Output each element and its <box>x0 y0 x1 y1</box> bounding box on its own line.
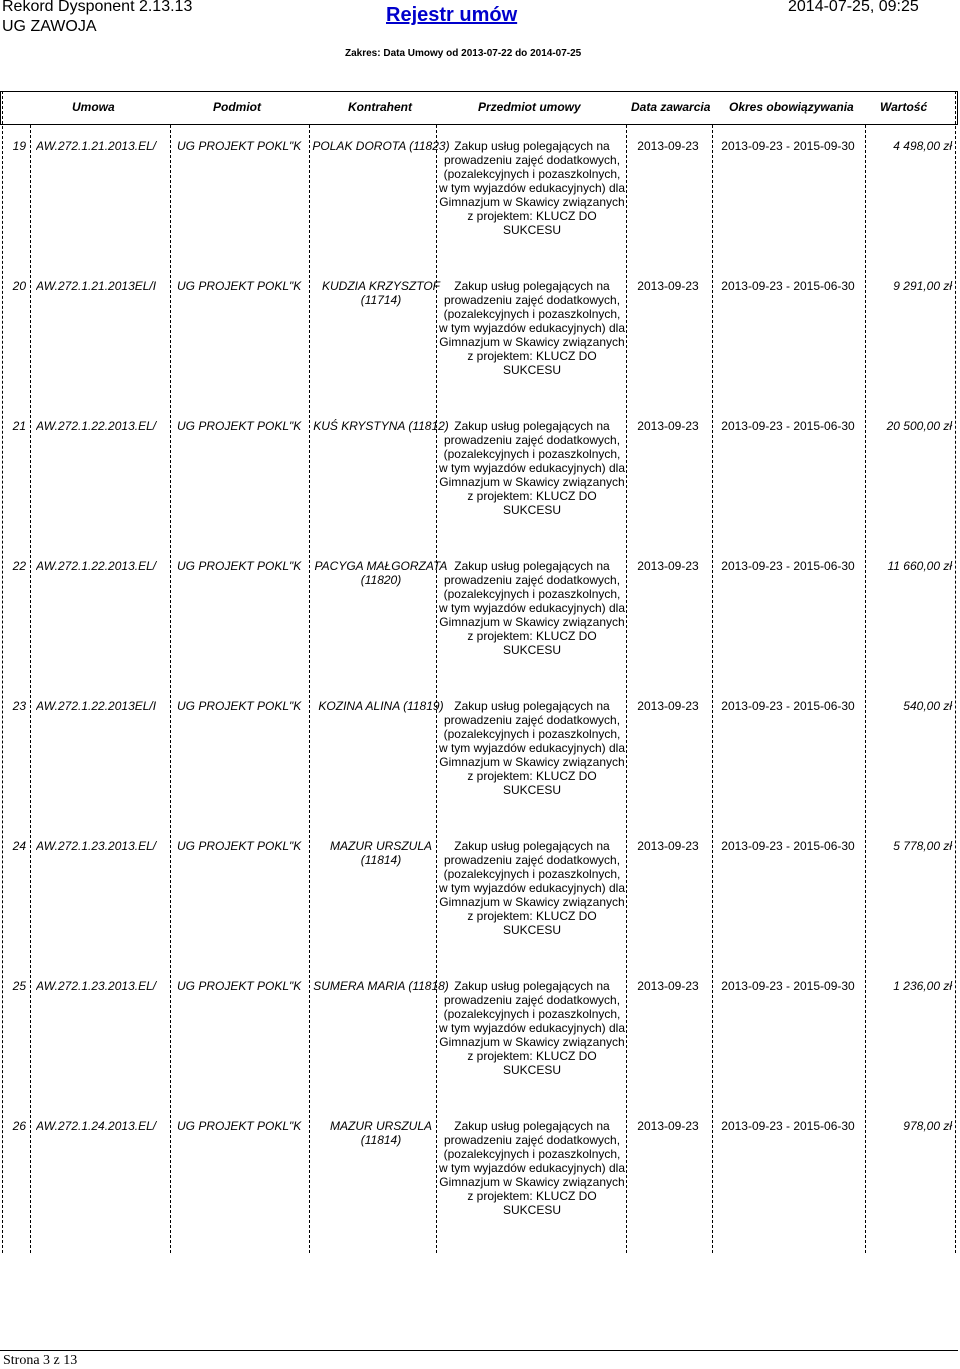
validity-period: 2013-09-23 - 2015-06-30 <box>721 1119 855 1133</box>
organization-name: UG ZAWOJA <box>2 18 97 35</box>
page-title: Rejestr umów <box>386 4 518 26</box>
contract-subject: Zakup usług polegających na prowadzeniu zajęć dodatkowych, (pozalekcyjnych i pozaszkolnych, w tym wyjazdów edukacyjnych) dla Gimnazjum w Skawicy związanych z projektem: KLUCZ DO SUKCESU <box>438 839 626 937</box>
contractor: POLAK DOROTA (11823) <box>312 139 450 153</box>
validity-period: 2013-09-23 - 2015-06-30 <box>721 839 855 853</box>
table-row <box>0 559 960 699</box>
entity: UG PROJEKT POKL"K <box>177 699 302 713</box>
conclusion-date: 2013-09-23 <box>637 979 699 993</box>
contractor: MAZUR URSZULA (11814) <box>329 1119 432 1147</box>
conclusion-date: 2013-09-23 <box>637 559 699 573</box>
validity-period: 2013-09-23 - 2015-06-30 <box>721 419 855 433</box>
validity-period: 2013-09-23 - 2015-09-30 <box>721 979 855 993</box>
page-number: Strona 3 z 13 <box>3 1353 78 1368</box>
entity: UG PROJEKT POKL"K <box>177 839 302 853</box>
table-row <box>0 839 960 979</box>
row-number: 21 <box>12 419 26 433</box>
row-number: 22 <box>12 559 26 573</box>
table-row <box>0 699 960 839</box>
row-number: 23 <box>12 699 26 713</box>
contract-subject: Zakup usług polegających na prowadzeniu zajęć dodatkowych, (pozalekcyjnych i pozaszkolnych, w tym wyjazdów edukacyjnych) dla Gimnazjum w Skawicy związanych z projektem: KLUCZ DO SUKCESU <box>438 559 626 657</box>
contractor: KUŚ KRYSTYNA (11812) <box>313 419 449 433</box>
validity-period: 2013-09-23 - 2015-06-30 <box>721 559 855 573</box>
entity: UG PROJEKT POKL"K <box>177 139 302 153</box>
contract-number: AW.272.1.22.2013.EL/ <box>36 419 157 433</box>
col-wartosc: Wartość <box>880 100 928 114</box>
contractor: MAZUR URSZULA (11814) <box>329 839 432 867</box>
row-number: 26 <box>12 1119 26 1133</box>
table-row <box>0 419 960 559</box>
contract-subject: Zakup usług polegających na prowadzeniu zajęć dodatkowych, (pozalekcyjnych i pozaszkolnych, w tym wyjazdów edukacyjnych) dla Gimnazjum w Skawicy związanych z projektem: KLUCZ DO SUKCESU <box>438 279 626 377</box>
entity: UG PROJEKT POKL"K <box>177 279 302 293</box>
conclusion-date: 2013-09-23 <box>637 1119 699 1133</box>
col-okres: Okres obowiązywania <box>729 100 854 114</box>
col-podmiot: Podmiot <box>213 100 261 114</box>
contract-subject: Zakup usług polegających na prowadzeniu zajęć dodatkowych, (pozalekcyjnych i pozaszkolnych, w tym wyjazdów edukacyjnych) dla Gimnazjum w Skawicy związanych z projektem: KLUCZ DO SUKCESU <box>438 419 626 517</box>
row-number: 19 <box>12 139 26 153</box>
app-version: Rekord Dysponent 2.13.13 <box>2 0 193 15</box>
col-kontrahent: Kontrahent <box>348 100 412 114</box>
contract-number: AW.272.1.21.2013EL/I <box>36 279 157 293</box>
entity: UG PROJEKT POKL"K <box>177 559 302 573</box>
conclusion-date: 2013-09-23 <box>637 839 699 853</box>
contract-value: 4 498,00 zł <box>893 139 952 153</box>
conclusion-date: 2013-09-23 <box>637 279 699 293</box>
table-row <box>0 139 960 279</box>
table-row <box>0 279 960 419</box>
entity: UG PROJEKT POKL"K <box>177 979 302 993</box>
conclusion-date: 2013-09-23 <box>637 419 699 433</box>
entity: UG PROJEKT POKL"K <box>177 1119 302 1133</box>
contract-subject: Zakup usług polegających na prowadzeniu zajęć dodatkowych, (pozalekcyjnych i pozaszkolnych, w tym wyjazdów edukacyjnych) dla Gimnazjum w Skawicy związanych z projektem: KLUCZ DO SUKCESU <box>438 1119 626 1217</box>
row-number: 20 <box>12 279 26 293</box>
contract-number: AW.272.1.22.2013.EL/ <box>36 559 157 573</box>
contract-subject: Zakup usług polegających na prowadzeniu zajęć dodatkowych, (pozalekcyjnych i pozaszkolnych, w tym wyjazdów edukacyjnych) dla Gimnazjum w Skawicy związanych z projektem: KLUCZ DO SUKCESU <box>438 139 626 237</box>
contract-subject: Zakup usług polegających na prowadzeniu zajęć dodatkowych, (pozalekcyjnych i pozaszkolnych, w tym wyjazdów edukacyjnych) dla Gimnazjum w Skawicy związanych z projektem: KLUCZ DO SUKCESU <box>438 699 626 797</box>
contract-value: 20 500,00 zł <box>886 419 952 433</box>
contract-value: 978,00 zł <box>903 1119 952 1133</box>
contract-number: AW.272.1.22.2013EL/I <box>36 699 157 713</box>
table-row <box>0 1119 960 1259</box>
validity-period: 2013-09-23 - 2015-06-30 <box>721 699 855 713</box>
report-datetime: 2014-07-25, 09:25 <box>788 0 919 15</box>
validity-period: 2013-09-23 - 2015-09-30 <box>721 139 855 153</box>
contract-number: AW.272.1.23.2013.EL/ <box>36 839 157 853</box>
contract-number: AW.272.1.21.2013.EL/ <box>36 139 157 153</box>
validity-period: 2013-09-23 - 2015-06-30 <box>721 279 855 293</box>
contract-value: 540,00 zł <box>903 699 952 713</box>
entity: UG PROJEKT POKL"K <box>177 419 302 433</box>
row-number: 25 <box>12 979 26 993</box>
contractor: PACYGA MAŁGORZATA (11820) <box>314 559 448 587</box>
contractor: KOZINA ALINA (11819) <box>318 699 444 713</box>
contract-value: 11 660,00 zł <box>887 559 952 573</box>
contract-number: AW.272.1.24.2013.EL/ <box>36 1119 157 1133</box>
contract-value: 9 291,00 zł <box>893 279 952 293</box>
col-przedmiot: Przedmiot umowy <box>478 100 581 114</box>
conclusion-date: 2013-09-23 <box>637 139 699 153</box>
contract-number: AW.272.1.23.2013.EL/ <box>36 979 157 993</box>
footer-divider <box>0 1350 958 1351</box>
conclusion-date: 2013-09-23 <box>637 699 699 713</box>
row-number: 24 <box>12 839 26 853</box>
contractor: KUDZIA KRZYSZTOF (11714) <box>321 279 440 307</box>
contractor: SUMERA MARIA (11818) <box>313 979 449 993</box>
contract-subject: Zakup usług polegających na prowadzeniu zajęć dodatkowych, (pozalekcyjnych i pozaszkolnych, w tym wyjazdów edukacyjnych) dla Gimnazjum w Skawicy związanych z projektem: KLUCZ DO SUKCESU <box>438 979 626 1077</box>
table-row <box>0 979 960 1119</box>
contract-value: 1 236,00 zł <box>893 979 952 993</box>
date-range: Zakres: Data Umowy od 2013-07-22 do 2014-07-25 <box>345 48 582 59</box>
col-umowa: Umowa <box>72 100 115 114</box>
contract-value: 5 778,00 zł <box>893 839 952 853</box>
col-data-zawarcia: Data zawarcia <box>631 100 711 114</box>
